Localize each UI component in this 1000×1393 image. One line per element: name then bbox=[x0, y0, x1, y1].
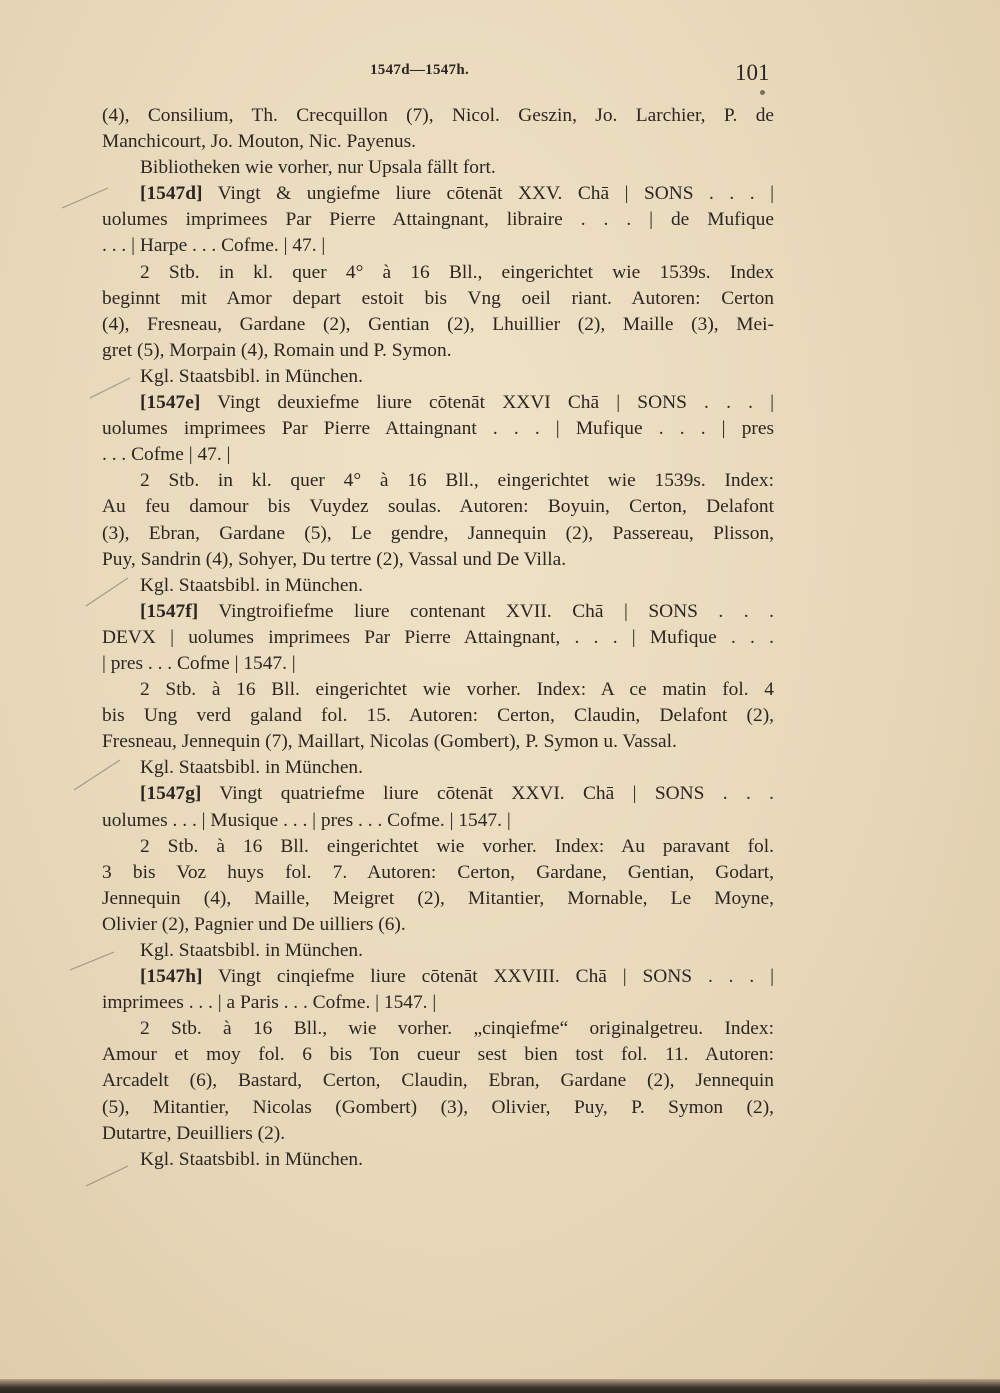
line-text: gret (5), Morpain (4), Romain und P. Symon. bbox=[102, 339, 452, 361]
line-text: (3), Ebran, Gardane (5), Le gendre, Jannequin (2), Passereau, Plisson, bbox=[102, 522, 774, 544]
line-text: uolumes imprimees Par Pierre Attaingnant, libraire . . . | de Mufique bbox=[102, 209, 774, 231]
text-line bbox=[102, 260, 774, 286]
text-line bbox=[102, 521, 774, 547]
text-line bbox=[102, 233, 774, 259]
text-line bbox=[102, 1042, 774, 1068]
entry-id: [1547g] bbox=[140, 783, 202, 805]
text-line bbox=[102, 1121, 774, 1147]
entry-heading-line bbox=[102, 599, 774, 625]
line-text: Arcadelt (6), Bastard, Certon, Claudin, Ebran, Gardane (2), Jennequin bbox=[102, 1070, 774, 1092]
line-text: 2 Stb. in kl. quer 4° à 16 Bll., eingerichtet wie 1539s. Index bbox=[140, 261, 774, 283]
text-line bbox=[102, 1095, 774, 1121]
line-text: (4), Consilium, Th. Crecquillon (7), Nicol. Geszin, Jo. Larchier, P. de bbox=[102, 105, 774, 126]
line-text: Puy, Sandrin (4), Sohyer, Du tertre (2), Vassal und De Villa. bbox=[102, 548, 567, 570]
line-text: Kgl. Staatsbibl. in München. bbox=[140, 757, 363, 779]
line-text: uolumes imprimees Par Pierre Attaingnant . . . | Mufique . . . | pres bbox=[102, 418, 774, 440]
text-line bbox=[102, 651, 774, 677]
text-line bbox=[102, 442, 774, 468]
text-line bbox=[102, 338, 774, 364]
line-text: 2 Stb. à 16 Bll. eingerichtet wie vorher. Index: Au paravant fol. bbox=[140, 835, 774, 857]
line-text: Vingt & ungiefme liure cōtenāt XXV. Chā | SONS . . . | bbox=[202, 183, 774, 205]
line-text: 2 Stb. à 16 Bll., wie vorher. „cinqiefme“ originalgetreu. Index: bbox=[140, 1018, 774, 1040]
text-line bbox=[102, 886, 774, 912]
page-number: 101 bbox=[735, 60, 770, 85]
line-text: 2 Stb. in kl. quer 4° à 16 Bll., eingerichtet wie 1539s. Index: bbox=[140, 470, 774, 492]
entry-heading-line bbox=[102, 964, 774, 990]
line-text: bis Ung verd galand fol. 15. Autoren: Certon, Claudin, Delafont (2), bbox=[102, 705, 774, 727]
line-text: Dutartre, Deuilliers (2). bbox=[102, 1122, 286, 1144]
text-line bbox=[102, 416, 774, 442]
text-line bbox=[102, 808, 774, 834]
text-line bbox=[102, 625, 774, 651]
line-text: Jennequin (4), Maille, Meigret (2), Mitantier, Mornable, Le Moyne, bbox=[102, 887, 774, 909]
text-line bbox=[102, 103, 774, 129]
text-line bbox=[102, 755, 774, 781]
ink-dot bbox=[760, 90, 765, 95]
line-text: uolumes . . . | Musique . . . | pres . . . Cofme. | 1547. | bbox=[102, 809, 511, 831]
text-line bbox=[102, 286, 774, 312]
page-bottom-edge bbox=[0, 1379, 1000, 1393]
entry-heading-line bbox=[102, 390, 774, 416]
line-text: Manchicourt, Jo. Mouton, Nic. Payenus. bbox=[102, 131, 416, 153]
line-text: Kgl. Staatsbibl. in München. bbox=[140, 940, 363, 961]
text-line bbox=[102, 860, 774, 886]
text-line bbox=[102, 1147, 774, 1173]
line-text: Fresneau, Jennequin (7), Maillart, Nicolas (Gombert), P. Symon u. Vassal. bbox=[102, 731, 677, 753]
text-line bbox=[102, 834, 774, 860]
line-text: Vingt cinqiefme liure cōtenāt XXVIII. Chā | SONS . . . | bbox=[202, 966, 774, 988]
line-text: 2 Stb. à 16 Bll. eingerichtet wie vorher. Index: A ce matin fol. 4 bbox=[140, 679, 774, 701]
body-text bbox=[102, 103, 774, 1173]
text-line bbox=[102, 1016, 774, 1042]
line-text: Vingtroifiefme liure contenant XVII. Chā | SONS . . . bbox=[198, 600, 774, 622]
entry-id: [1547f] bbox=[140, 600, 199, 622]
line-text: Au feu damour bis Vuydez soulas. Autoren: Boyuin, Certon, Delafont bbox=[102, 496, 774, 518]
text-line bbox=[102, 912, 774, 938]
running-head: 1547d—1547h. bbox=[370, 62, 470, 78]
line-text: Vingt quatriefme liure cōtenāt XXVI. Chā | SONS . . . bbox=[201, 783, 774, 805]
line-text: Kgl. Staatsbibl. in München. bbox=[140, 1148, 363, 1170]
line-text: beginnt mit Amor depart estoit bis Vng oeil riant. Autoren: Certon bbox=[102, 287, 774, 309]
line-text: Bibliotheken wie vorher, nur Upsala fällt fort. bbox=[140, 157, 496, 179]
entry-id: [1547e] bbox=[140, 392, 201, 414]
text-line bbox=[102, 1068, 774, 1094]
text-line bbox=[102, 729, 774, 755]
line-text: Kgl. Staatsbibl. in München. bbox=[140, 365, 363, 387]
entry-heading-line bbox=[102, 181, 774, 207]
line-text: Amour et moy fol. 6 bis Ton cueur sest bien tost fol. 11. Autoren: bbox=[102, 1044, 774, 1066]
text-line bbox=[102, 990, 774, 1016]
line-text: Vingt deuxiefme liure cōtenāt XXVI Chā | SONS . . . | bbox=[200, 392, 774, 414]
line-text: (4), Fresneau, Gardane (2), Gentian (2), Lhuillier (2), Maille (3), Mei- bbox=[102, 313, 774, 335]
text-line bbox=[102, 129, 774, 155]
text-line bbox=[102, 573, 774, 599]
line-text: | pres . . . Cofme | 1547. | bbox=[102, 652, 296, 674]
line-text: . . . | Harpe . . . Cofme. | 47. | bbox=[102, 235, 326, 257]
text-line bbox=[102, 468, 774, 494]
text-line bbox=[102, 677, 774, 703]
line-text: (5), Mitantier, Nicolas (Gombert) (3), Olivier, Puy, P. Symon (2), bbox=[102, 1096, 774, 1118]
text-line bbox=[102, 364, 774, 390]
text-line bbox=[102, 703, 774, 729]
line-text: . . . Cofme | 47. | bbox=[102, 444, 231, 466]
text-line bbox=[102, 207, 774, 233]
line-text: imprimees . . . | a Paris . . . Cofme. | 1547. | bbox=[102, 992, 437, 1014]
text-line bbox=[102, 547, 774, 573]
line-text: 3 bis Voz huys fol. 7. Autoren: Certon, Gardane, Gentian, Godart, bbox=[102, 861, 774, 883]
line-text: Kgl. Staatsbibl. in München. bbox=[140, 574, 363, 596]
text-line bbox=[102, 155, 774, 181]
entry-id: [1547d] bbox=[140, 183, 203, 205]
text-line bbox=[102, 938, 774, 964]
line-text: DEVX | uolumes imprimees Par Pierre Attaingnant, . . . | Mufique . . . bbox=[102, 626, 774, 648]
entry-heading-line bbox=[102, 781, 774, 807]
text-line bbox=[102, 312, 774, 338]
line-text: Olivier (2), Pagnier und De uilliers (6). bbox=[102, 913, 406, 935]
entry-id: [1547h] bbox=[140, 966, 203, 988]
text-line bbox=[102, 494, 774, 520]
